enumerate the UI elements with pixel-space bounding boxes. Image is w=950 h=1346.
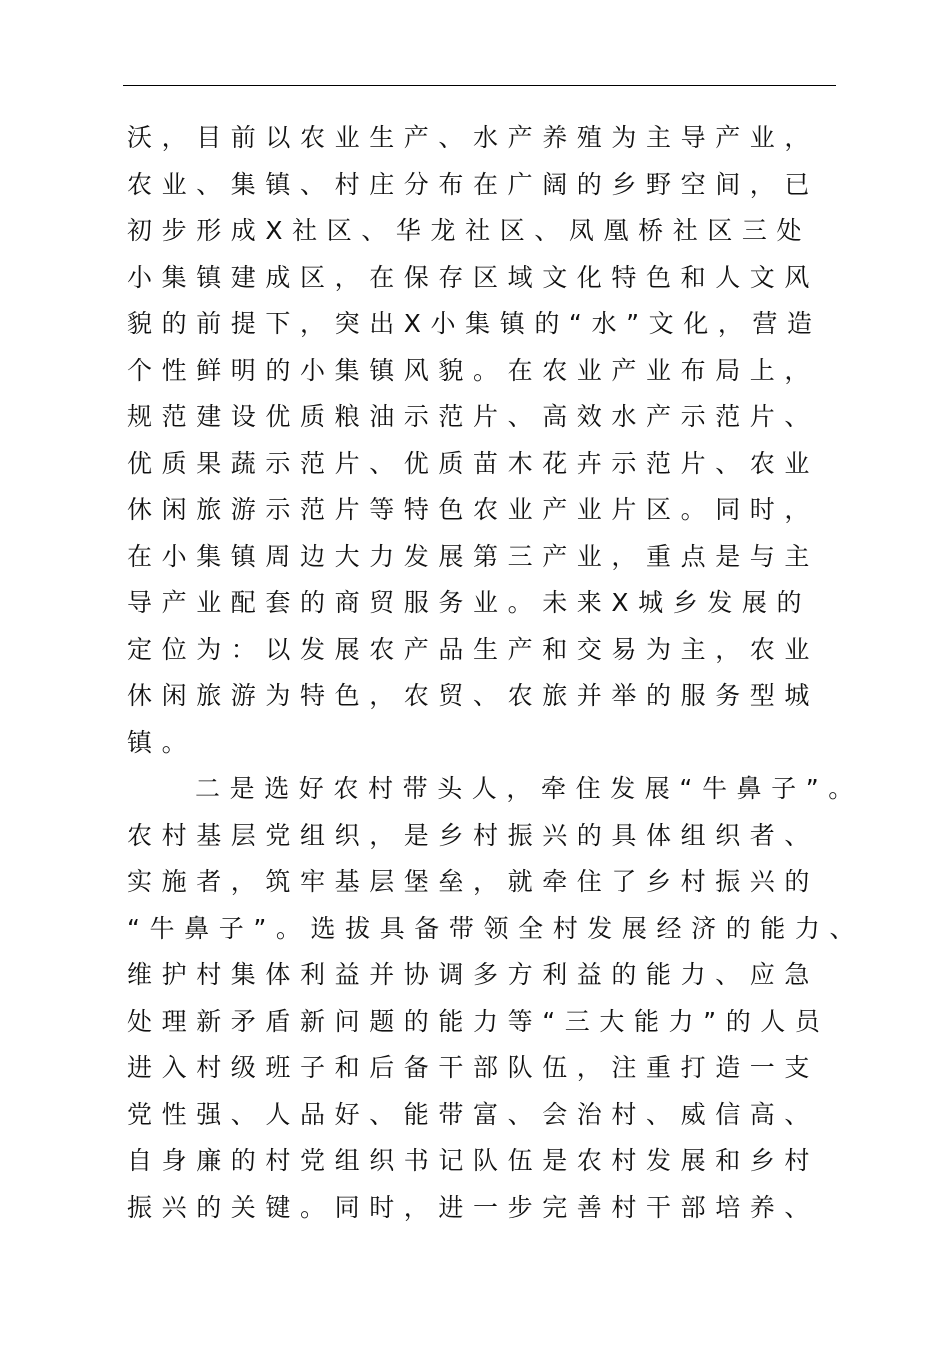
text-line: 貌的前提下，突出X小集镇的“水”文化，营造 xyxy=(127,309,822,338)
text-line: 党性强、人品好、能带富、会治村、威信高、 xyxy=(127,1099,820,1129)
text-line: 沃，目前以农业生产、水产养殖为主导产业， xyxy=(127,123,820,152)
text-line: 规范建设优质粮油示范片、高效水产示范片、 xyxy=(127,402,820,431)
document-body xyxy=(127,115,865,1231)
text-line: 自身廉的村党组织书记队伍是农村发展和乡村 xyxy=(127,1146,820,1175)
text-line: 振兴的关键。同时，进一步完善村干部培养、 xyxy=(127,1192,820,1222)
text-line: 休闲旅游示范片等特色农业产业片区。同时， xyxy=(127,495,820,524)
paragraph-2 xyxy=(127,766,865,1231)
text-line: 在小集镇周边大力发展第三产业，重点是与主 xyxy=(127,541,820,571)
text-line: 维护村集体利益并协调多方利益的能力、应急 xyxy=(127,960,820,989)
text-line: 初步形成X社区、华龙社区、凤凰桥社区三处 xyxy=(127,216,812,245)
text-line: 定位为：以发展农产品生产和交易为主，农业 xyxy=(127,634,820,664)
text-line: 农村基层党组织，是乡村振兴的具体组织者、 xyxy=(127,820,820,850)
text-line: 农业、集镇、村庄分布在广阔的乡野空间，已 xyxy=(127,169,820,199)
text-line: 休闲旅游为特色，农贸、农旅并举的服务型城 xyxy=(127,681,820,710)
text-line: “牛鼻子”。选拔具备带领全村发展经济的能力、 xyxy=(127,913,865,943)
text-line: 进入村级班子和后备干部队伍，注重打造一支 xyxy=(127,1053,820,1082)
text-line: 个性鲜明的小集镇风貌。在农业产业布局上， xyxy=(127,355,820,385)
text-line: 小集镇建成区，在保存区域文化特色和人文风 xyxy=(127,262,820,292)
text-line: 实施者，筑牢基层堡垒，就牵住了乡村振兴的 xyxy=(127,867,820,896)
paragraph-1 xyxy=(127,115,847,766)
text-line: 处理新矛盾新问题的能力等“三大能力”的人员 xyxy=(127,1006,830,1036)
text-line: 镇。 xyxy=(127,727,197,757)
text-line: 优质果蔬示范片、优质苗木花卉示范片、农业 xyxy=(127,448,820,478)
text-line-indented: 二是选好农村带头人，牵住发展“牛鼻子”。 xyxy=(195,774,863,803)
header-rule xyxy=(123,85,836,86)
text-line: 导产业配套的商贸服务业。未来X城乡发展的 xyxy=(127,588,812,617)
